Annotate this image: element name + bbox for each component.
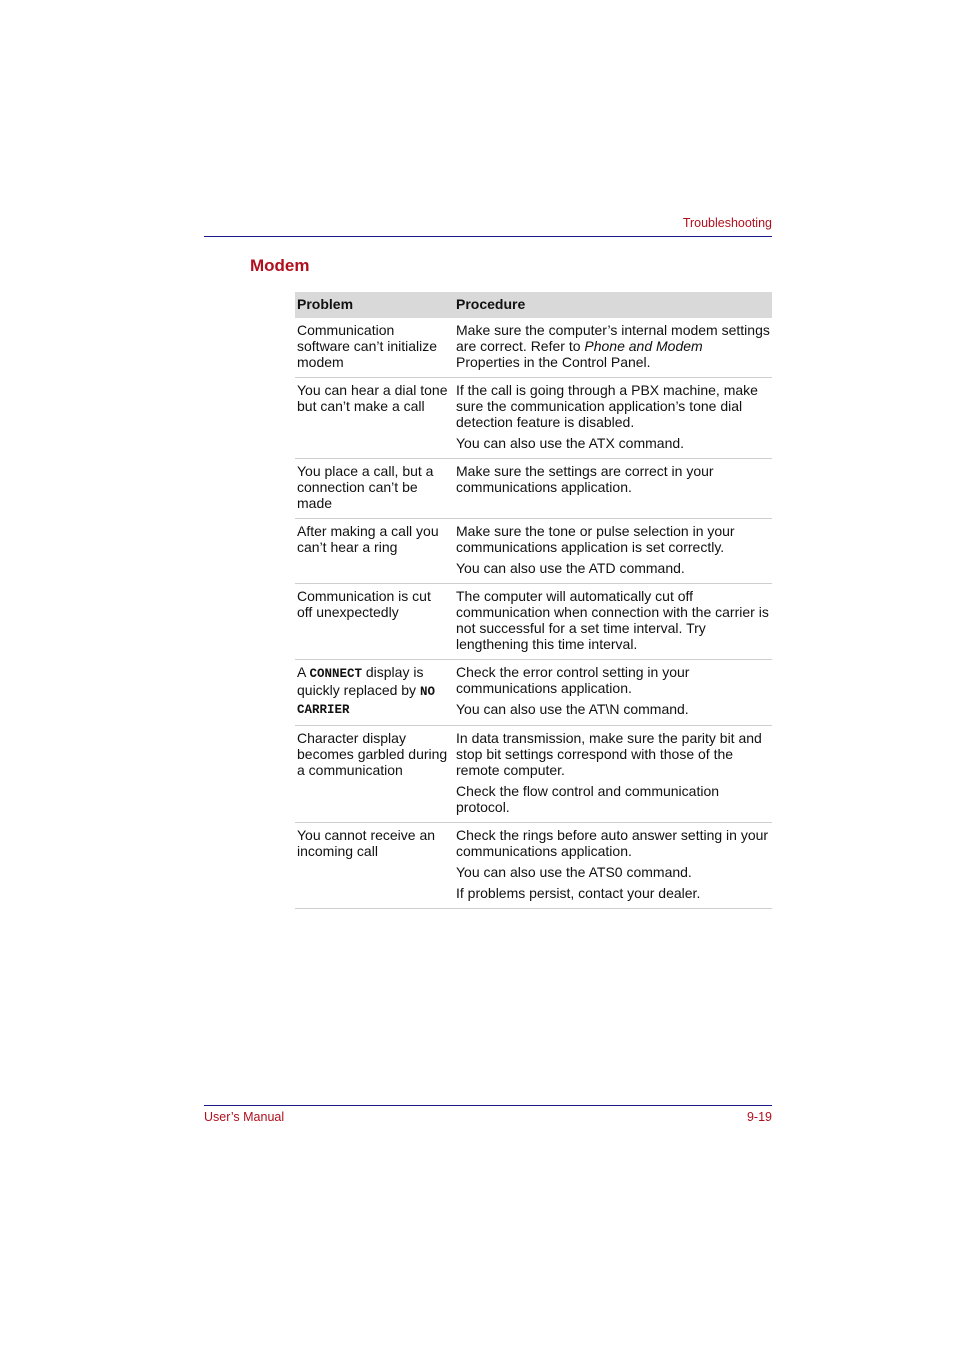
problem-cell: After making a call you can’t hear a ring	[295, 519, 452, 584]
header-rule	[204, 236, 772, 237]
procedure-text: You can also use the ATD command.	[456, 560, 685, 576]
procedure-cell	[452, 519, 772, 584]
footer-rule	[204, 1105, 772, 1106]
procedure-text: If the call is going through a PBX machine, make sure the communication application’s tone dial detection feature is disabled.	[456, 382, 758, 430]
procedure-text: Make sure the settings are correct in your communications application.	[456, 463, 714, 495]
table-header-row	[295, 292, 772, 318]
procedure-text: In data transmission, make sure the parity bit and stop bit settings correspond with those of the remote computer.	[456, 730, 762, 778]
problem-cell: A CONNECT display is quickly replaced by NO CARRIER	[295, 660, 452, 726]
table-row	[295, 519, 772, 584]
table-row	[295, 459, 772, 519]
procedure-text: You can also use the ATX command.	[456, 435, 685, 451]
table-row	[295, 378, 772, 459]
table-row	[295, 726, 772, 823]
no-carrier-code: NO CARRIER	[297, 685, 435, 717]
header-section-label: Troubleshooting	[682, 216, 772, 230]
connect-code: CONNECT	[309, 667, 362, 681]
control-panel-item-name: Phone and Modem	[584, 338, 703, 354]
procedure-cell	[452, 584, 772, 660]
procedure-cell	[452, 318, 772, 378]
procedure-text: Check the flow control and communication protocol.	[456, 783, 720, 815]
column-header-problem: Problem	[295, 292, 452, 318]
modem-troubleshooting-table	[295, 292, 772, 909]
problem-cell: You place a call, but a connection can’t be made	[295, 459, 452, 519]
procedure-cell	[452, 660, 772, 726]
procedure-text: The computer will automatically cut off communication when connection with the carrier is not successful for a set time interval. Try lengthening this time interval.	[456, 588, 769, 652]
procedure-text: You can also use the AT\N command.	[456, 701, 689, 717]
procedure-text: Check the error control setting in your communications application.	[456, 664, 690, 696]
procedure-cell	[452, 823, 772, 909]
procedure-cell	[452, 459, 772, 519]
procedure-text: If problems persist, contact your dealer.	[456, 885, 701, 901]
page-number: 9-19	[746, 1110, 772, 1124]
procedure-text: Make sure the computer’s internal modem settings are correct. Refer to Phone and Modem Properties in the Control Panel.	[456, 322, 770, 370]
table-row	[295, 823, 772, 909]
procedure-text: You can also use the ATS0 command.	[456, 864, 692, 880]
procedure-cell	[452, 378, 772, 459]
problem-cell: You can hear a dial tone but can’t make a call	[295, 378, 452, 459]
problem-cell: Character display becomes garbled during a communication	[295, 726, 452, 823]
table-row	[295, 318, 772, 378]
problem-cell: You cannot receive an incoming call	[295, 823, 452, 909]
table-row	[295, 660, 772, 726]
footer-manual-title: User’s Manual	[204, 1110, 285, 1124]
section-title: Modem	[250, 256, 310, 275]
column-header-procedure: Procedure	[452, 292, 772, 318]
problem-cell: Communication is cut off unexpectedly	[295, 584, 452, 660]
procedure-text: Check the rings before auto answer setting in your communications application.	[456, 827, 769, 859]
procedure-text: Make sure the tone or pulse selection in your communications application is set correctly.	[456, 523, 735, 555]
problem-cell: Communication software can’t initialize modem	[295, 318, 452, 378]
table-row	[295, 584, 772, 660]
procedure-cell	[452, 726, 772, 823]
